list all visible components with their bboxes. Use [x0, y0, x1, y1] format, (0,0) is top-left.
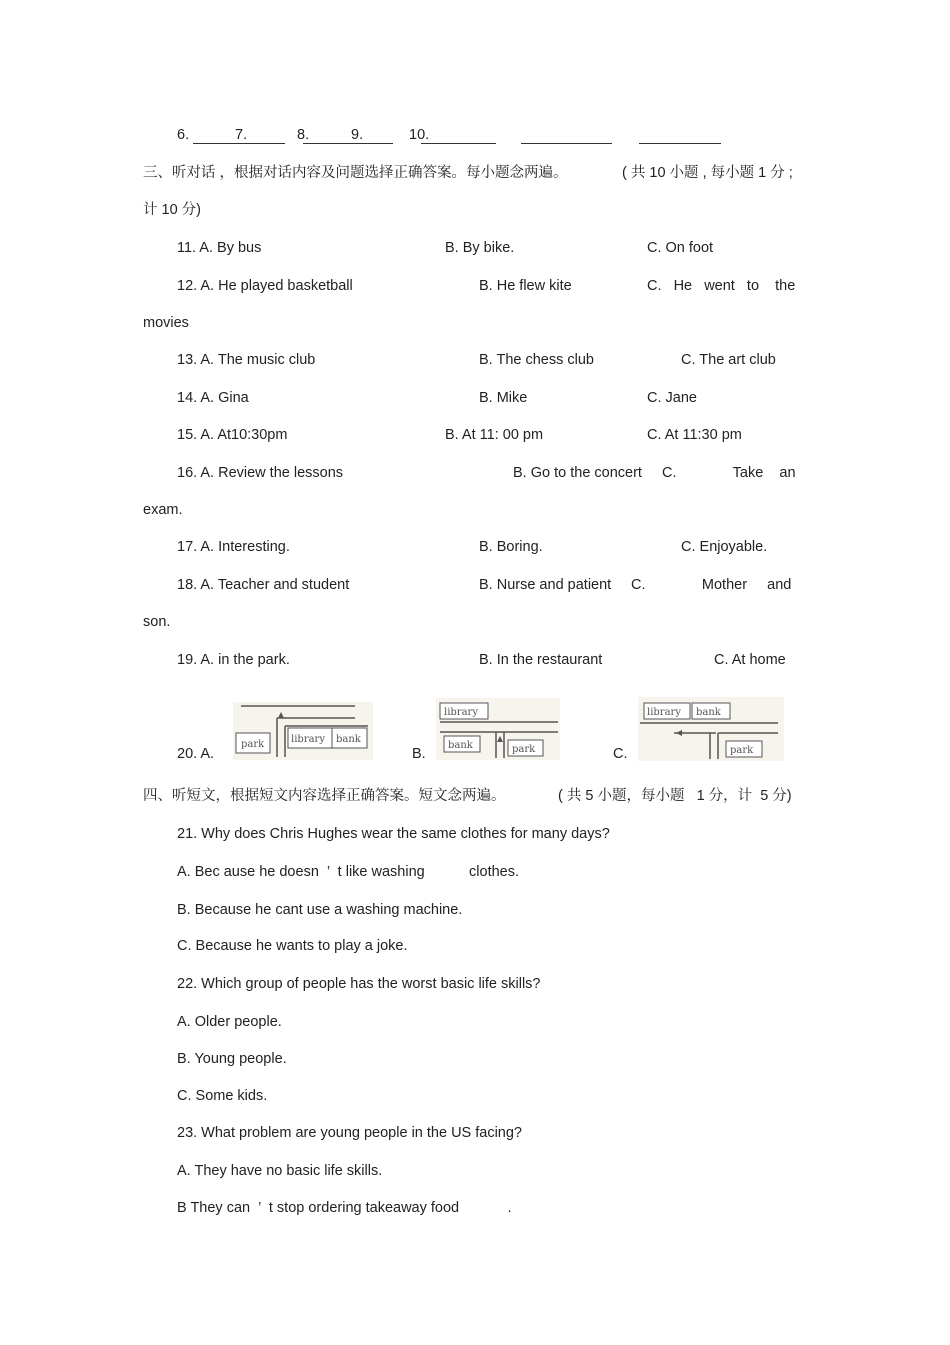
q18-option-c-cont: son. — [143, 614, 171, 630]
map-b-bank-label: bank — [448, 740, 473, 751]
map-c-park-label: park — [730, 745, 754, 756]
q13-option-a: 13. A. The music club — [177, 352, 316, 368]
q14-option-b: B. Mike — [479, 390, 528, 406]
q13-option-b: B. The chess club — [479, 352, 594, 368]
q19-option-c: C. At home — [714, 652, 786, 668]
q19-option-b: B. In the restaurant — [479, 652, 603, 668]
q20-option-b: B. — [412, 746, 426, 762]
answer-blank-8[interactable] — [303, 143, 393, 144]
q21-option-b: B. Because he cant use a washing machine. — [177, 902, 463, 918]
q12-option-a: 12. A. He played basketball — [177, 278, 353, 294]
q22-option-b: B. Young people. — [177, 1051, 287, 1067]
map-option-b — [436, 698, 560, 760]
blank-label-8: 8. — [297, 127, 310, 143]
map-a-bank-label: bank — [336, 734, 361, 745]
q12-option-c: C. He went to the — [647, 278, 796, 294]
q16-option-b: B. Go to the concert — [513, 465, 642, 481]
q23-option-a: A. They have no basic life skills. — [177, 1163, 383, 1179]
q23-question: 23. What problem are young people in the US facing? — [177, 1125, 522, 1141]
q16-option-a: 16. A. Review the lessons — [177, 465, 344, 481]
q20-option-c: C. — [613, 746, 628, 762]
blank-label-10: 10. — [409, 127, 430, 143]
blank-label-9: 9. — [351, 127, 364, 143]
q12-option-b: B. He flew kite — [479, 278, 572, 294]
q21-option-a: A. Bec ause he doesn ’ t like washing clothes. — [177, 864, 520, 880]
q19-option-a: 19. A. in the park. — [177, 652, 290, 668]
q12-option-c-cont: movies — [143, 315, 189, 331]
q16-option-c: C. Take an — [662, 465, 796, 481]
q22-question: 22. Which group of people has the worst basic life skills? — [177, 976, 541, 992]
q20-option-a: 20. A. — [177, 746, 215, 762]
q17-option-c: C. Enjoyable. — [681, 539, 768, 555]
q21-option-c: C. Because he wants to play a joke. — [177, 938, 408, 954]
q13-option-c: C. The art club — [681, 352, 776, 368]
q23-option-b: B They can ’ t stop ordering takeaway food . — [177, 1200, 512, 1216]
map-a-park-label: park — [241, 739, 265, 750]
q18-option-a: 18. A. Teacher and student — [177, 577, 350, 593]
q14-option-c: C. Jane — [647, 390, 697, 406]
q18-option-c: C. Mother and — [631, 577, 792, 593]
q14-option-a: 14. A. Gina — [177, 390, 249, 406]
section3-title: 三、听对话 ，根据对话内容及问题选择正确答案。每小题念两遍。 — [143, 165, 568, 181]
answer-blank-10[interactable] — [421, 143, 496, 144]
q15-option-a: 15. A. At10:30pm — [177, 427, 288, 443]
map-option-a — [233, 702, 373, 760]
q18-option-b: B. Nurse and patient — [479, 577, 612, 593]
q15-option-b: B. At 11: 00 pm — [445, 427, 544, 443]
section4-title: 四、听短文，根据短文内容选择正确答案。短文念两遍。 — [143, 788, 506, 804]
q21-question: 21. Why does Chris Hughes wear the same clothes for many days? — [177, 826, 610, 842]
answer-blank-extra-2[interactable] — [639, 143, 721, 144]
map-c-library-label: library — [647, 707, 681, 718]
section3-info-cont: 计 10 分) — [143, 202, 202, 218]
q16-option-c-cont: exam. — [143, 502, 183, 518]
answer-blank-extra-1[interactable] — [521, 143, 612, 144]
q15-option-c: C. At 11:30 pm — [647, 427, 742, 443]
blank-label-7: 7. — [235, 127, 248, 143]
section4-info: ( 共 5 小题，每小题 1 分，计 5 分) — [558, 788, 792, 804]
q22-option-c: C. Some kids. — [177, 1088, 268, 1104]
map-b-library-label: library — [444, 707, 478, 718]
map-c-bank-label: bank — [696, 707, 721, 718]
map-a-library-label: library — [291, 734, 325, 745]
q11-option-a: 11. A. By bus — [177, 240, 262, 256]
q11-option-b: B. By bike. — [445, 240, 515, 256]
section3-info: ( 共 10 小题 , 每小题 1 分 ; — [622, 165, 793, 181]
q17-option-b: B. Boring. — [479, 539, 543, 555]
map-option-c — [638, 697, 784, 761]
blank-label-6: 6. — [177, 127, 190, 143]
q17-option-a: 17. A. Interesting. — [177, 539, 290, 555]
map-b-park-label: park — [512, 744, 536, 755]
q11-option-c: C. On foot — [647, 240, 714, 256]
q22-option-a: A. Older people. — [177, 1014, 282, 1030]
